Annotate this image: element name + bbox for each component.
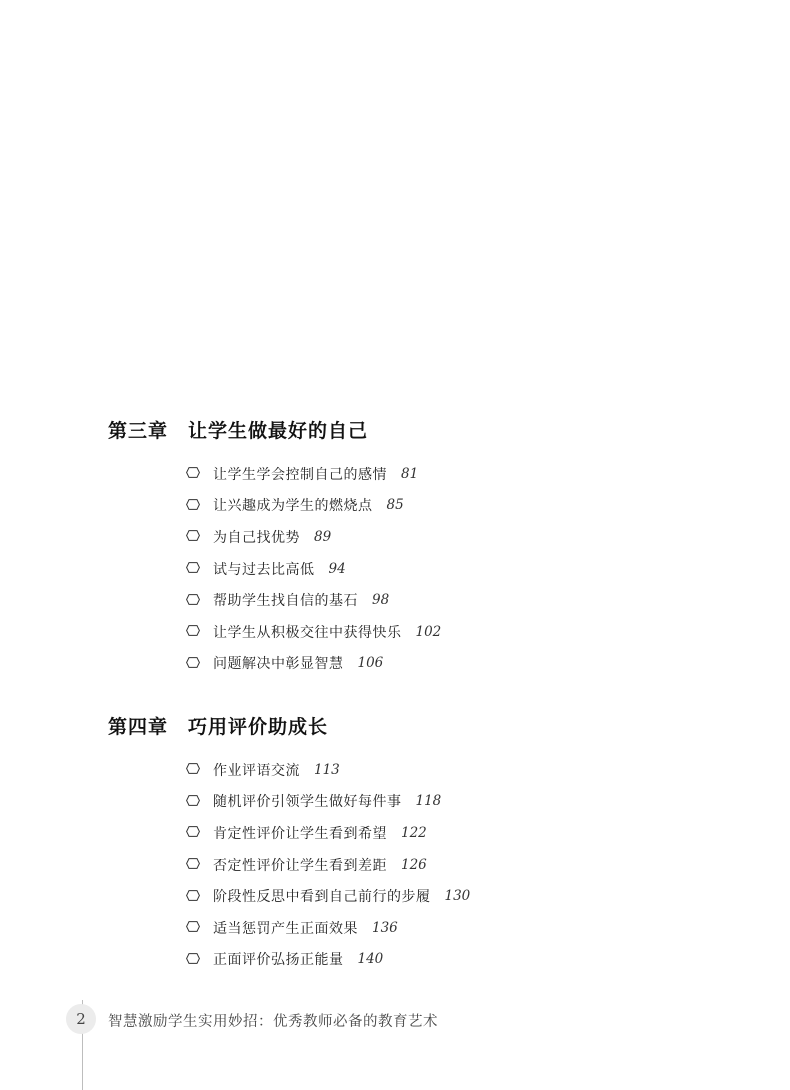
- hexagon-bullet-icon: [186, 921, 200, 932]
- toc-item-page: 81: [401, 465, 419, 482]
- page-number-badge: [66, 1004, 96, 1034]
- hexagon-bullet-icon: [186, 795, 200, 806]
- toc-item-title: 帮助学生找自信的基石: [213, 593, 358, 610]
- hexagon-bullet-icon: [186, 763, 200, 774]
- hexagon-bullet-icon: [186, 499, 200, 510]
- toc-item-title: 肯定性评价让学生看到希望: [213, 825, 387, 842]
- toc-item[interactable]: [186, 616, 441, 648]
- toc-item[interactable]: [186, 490, 441, 522]
- toc-item-page: 102: [415, 623, 442, 640]
- toc-item-title: 让兴趣成为学生的燃烧点: [213, 498, 373, 515]
- toc-item-page: 113: [314, 761, 340, 778]
- toc-item[interactable]: [186, 944, 470, 976]
- toc-item-title: 让学生从积极交往中获得快乐: [213, 624, 402, 641]
- toc-item[interactable]: [186, 458, 441, 490]
- hexagon-bullet-icon: [186, 530, 200, 541]
- toc-item-title: 正面评价弘扬正能量: [213, 952, 344, 969]
- toc-item-page: 118: [415, 793, 442, 810]
- toc-item[interactable]: [186, 553, 441, 585]
- hexagon-bullet-icon: [186, 594, 200, 605]
- toc-item[interactable]: [186, 912, 470, 944]
- chapter-label: 第四章: [108, 716, 169, 738]
- toc-item-page: 85: [386, 497, 404, 514]
- toc-item[interactable]: [186, 880, 470, 912]
- toc-item-page: 130: [444, 888, 471, 905]
- hexagon-bullet-icon: [186, 953, 200, 964]
- toc-item[interactable]: [186, 754, 470, 786]
- chapter-title: 巧用评价助成长: [188, 716, 329, 738]
- toc-item-title: 适当惩罚产生正面效果: [213, 920, 358, 937]
- toc-item-title: 为自己找优势: [213, 529, 300, 546]
- toc-item-title: 问题解决中彰显智慧: [213, 656, 344, 673]
- toc-item-title: 随机评价引领学生做好每件事: [213, 794, 402, 811]
- hexagon-bullet-icon: [186, 625, 200, 636]
- toc-item-page: 94: [328, 560, 346, 577]
- toc-item-page: 106: [357, 655, 384, 672]
- hexagon-bullet-icon: [186, 657, 200, 668]
- toc-item-title: 作业评语交流: [213, 762, 300, 779]
- toc-item-title: 试与过去比高低: [213, 561, 315, 578]
- toc-item[interactable]: [186, 521, 441, 553]
- toc-list: [186, 458, 441, 679]
- toc-item-page: 98: [372, 592, 390, 609]
- toc-item-page: 89: [314, 528, 332, 545]
- toc-item-title: 否定性评价让学生看到差距: [213, 857, 387, 874]
- toc-item-title: 阶段性反思中看到自己前行的步履: [213, 889, 431, 906]
- chapter-heading: [108, 416, 368, 446]
- hexagon-bullet-icon: [186, 858, 200, 869]
- toc-item-page: 136: [372, 919, 398, 936]
- toc-item[interactable]: [186, 584, 441, 616]
- hexagon-bullet-icon: [186, 562, 200, 573]
- hexagon-bullet-icon: [186, 467, 200, 478]
- chapter-heading: [108, 712, 328, 742]
- toc-item-title: 让学生学会控制自己的感情: [213, 466, 387, 483]
- hexagon-bullet-icon: [186, 890, 200, 901]
- toc-item-page: 140: [357, 951, 384, 968]
- toc-list: [186, 754, 470, 975]
- footer-book-title: 智慧激励学生实用妙招：优秀教师必备的教育艺术: [108, 1014, 438, 1030]
- page-number: 2: [76, 1010, 86, 1028]
- toc-item-page: 126: [401, 856, 427, 873]
- toc-item-page: 122: [401, 824, 427, 841]
- hexagon-bullet-icon: [186, 826, 200, 837]
- toc-item[interactable]: [186, 786, 470, 818]
- chapter-label: 第三章: [108, 420, 169, 442]
- toc-item[interactable]: [186, 817, 470, 849]
- toc-item[interactable]: [186, 648, 441, 680]
- toc-item[interactable]: [186, 849, 470, 881]
- chapter-title: 让学生做最好的自己: [188, 420, 369, 442]
